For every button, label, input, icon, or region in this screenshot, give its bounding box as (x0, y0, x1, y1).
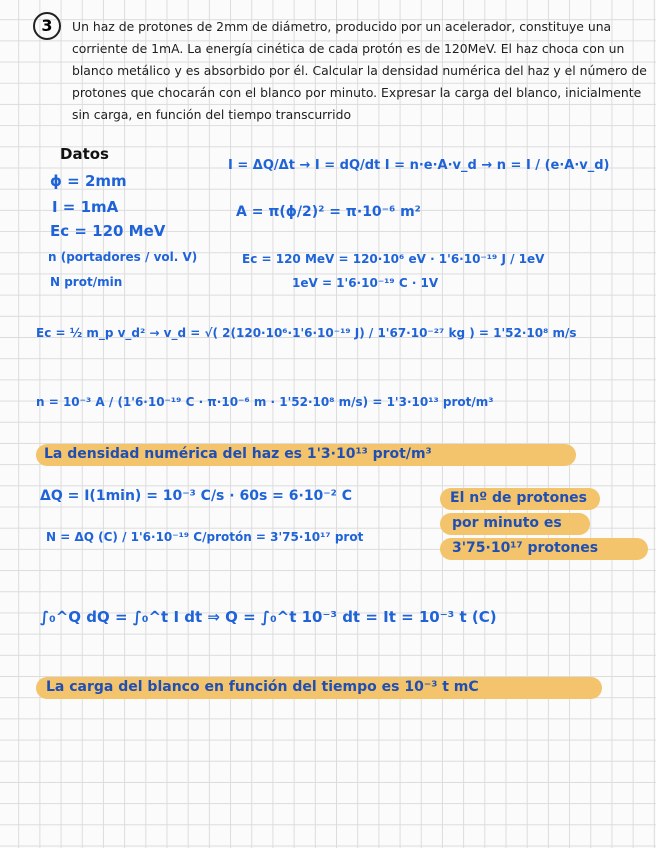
result-charge: La carga del blanco en función del tiempo es 10⁻³ t mC (46, 679, 479, 695)
formula-energy: Ec = 120 MeV = 120·10⁶ eV · 1'6·10⁻¹⁹ J / 1eV (242, 252, 545, 266)
datos-n: n (portadores / vol. V) (48, 250, 198, 264)
datos-N: N prot/min (50, 275, 123, 289)
formula-integral: ∫₀^Q dQ = ∫₀^t I dt ⇒ Q = ∫₀^t 10⁻³ dt = It = 10⁻³ t (C) (40, 608, 497, 626)
formula-current: I = ΔQ/Δt → I = dQ/dt I = n·e·A·v_d → n = I / (e·A·v_d) (228, 158, 610, 173)
result-protons-line1: El nº de protones (450, 490, 588, 506)
formula-electronvolt: 1eV = 1'6·10⁻¹⁹ C · 1V (292, 276, 439, 290)
formula-charge: ΔQ = I(1min) = 10⁻³ C/s · 60s = 6·10⁻² C (40, 488, 352, 504)
formula-density: n = 10⁻³ A / (1'6·10⁻¹⁹ C · π·10⁻⁶ m · 1'52·10⁸ m/s) = 1'3·10¹³ prot/m³ (36, 395, 494, 409)
statement-line: sin carga, en función del tiempo transcurrido (72, 107, 352, 122)
problem-number: 3 (33, 12, 61, 40)
datos-diameter: ϕ = 2mm (50, 172, 127, 190)
statement-line: protones que chocarán con el blanco por minuto. Expresar la carga del blanco, inicialmente (72, 85, 642, 100)
datos-title: Datos (60, 145, 109, 163)
formula-area: A = π(ϕ/2)² = π·10⁻⁶ m² (236, 204, 421, 220)
statement-line: corriente de 1mA. La energía cinética de cada protón es de 120MeV. El haz choca con un (72, 41, 625, 56)
datos-energy: Ec = 120 MeV (50, 222, 166, 240)
formula-protons: N = ΔQ (C) / 1'6·10⁻¹⁹ C/protón = 3'75·10¹⁷ prot (46, 530, 364, 544)
problem-statement (72, 16, 647, 126)
formula-velocity: Ec = ½ m_p v_d² → v_d = √( 2(120·10⁶·1'6·10⁻¹⁹ J) / 1'67·10⁻²⁷ kg ) = 1'52·10⁸ m/s (36, 326, 577, 340)
result-protons-line2: por minuto es (452, 515, 562, 531)
statement-line: Un haz de protones de 2mm de diámetro, producido por un acelerador, constituye una (72, 19, 612, 34)
result-protons-line3: 3'75·10¹⁷ protones (452, 540, 599, 556)
statement-line: blanco metálico y es absorbido por él. Calcular la densidad numérica del haz y el número de (72, 63, 647, 78)
datos-current: I = 1mA (52, 198, 119, 216)
result-density: La densidad numérica del haz es 1'3·10¹³ prot/m³ (44, 446, 432, 462)
